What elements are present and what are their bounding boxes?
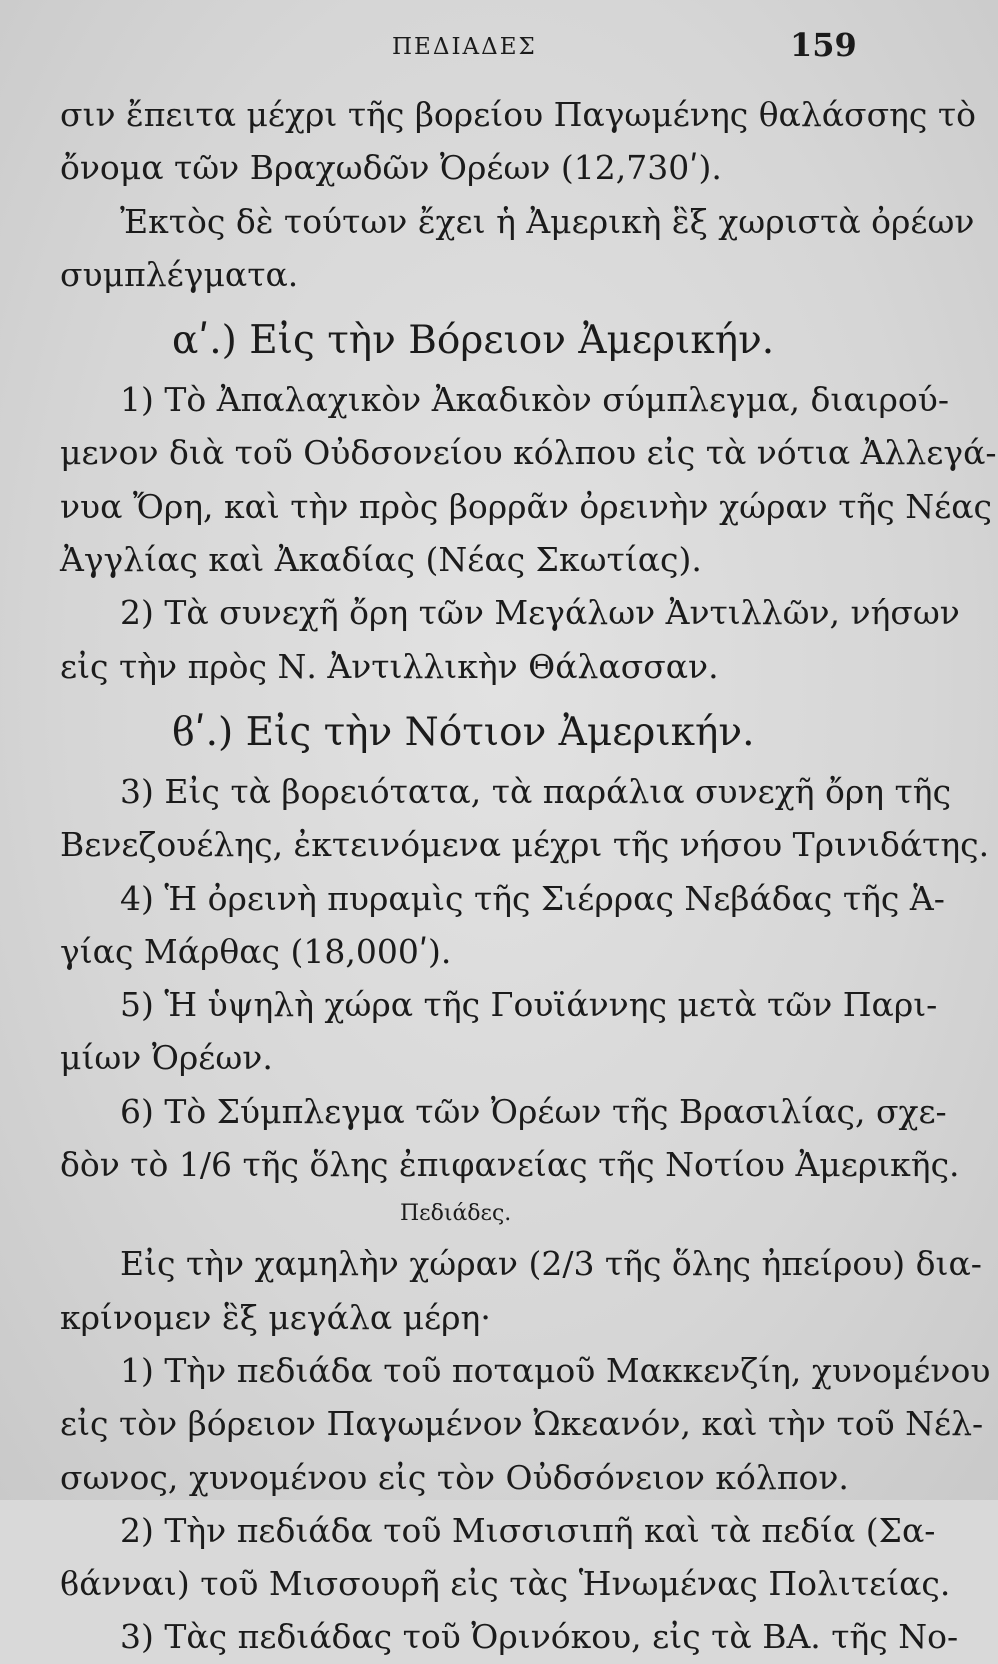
page-number: 159 xyxy=(790,26,857,64)
section-heading-south-america: ϐʹ.) Εἰς τὴν Νότιον Ἀμερικήν. xyxy=(172,709,755,755)
running-head: ΠΕΔΙΑΔΕΣ xyxy=(392,34,537,60)
text-line: Εἰς τὴν χαμηλὴν χώραν (2/3 τῆς ὅλης ἠπείρου) δια- xyxy=(120,1244,982,1284)
section-heading-north-america: αʹ.) Εἰς τὴν Βόρειον Ἀμερικήν. xyxy=(172,318,775,364)
text-line: Ἐκτὸς δὲ τούτων ἔχει ἡ Ἀμερικὴ ἓξ χωριστὰ ὀρέων xyxy=(120,201,975,241)
text-line: εἰς τὴν πρὸς Ν. Ἀντιλλικὴν Θάλασσαν. xyxy=(60,646,719,686)
text-line: σιν ἔπειτα μέχρι τῆς βορείου Παγωμένης θαλάσσης τὸ xyxy=(60,95,976,134)
text-line: ὄνομα τῶν Βραχωδῶν Ὀρέων (12,730ʹ). xyxy=(60,148,722,188)
text-line: γίας Μάρθας (18,000ʹ). xyxy=(60,931,452,971)
text-line: μίων Ὀρέων. xyxy=(60,1038,273,1078)
text-line: 5) Ἡ ὑψηλὴ χώρα τῆς Γουϊάννης μετὰ τῶν Παρι- xyxy=(120,985,938,1025)
text-line: δὸν τὸ 1/6 τῆς ὅλης ἐπιφανείας τῆς Νοτίου Ἀμερικῆς. xyxy=(60,1145,960,1185)
text-line: 2) Τὰ συνεχῆ ὄρη τῶν Μεγάλων Ἀντιλλῶν, νήσων xyxy=(120,593,960,633)
text-line: Ἀγγλίας καὶ Ἀκαδίας (Νέας Σκωτίας). xyxy=(60,540,702,580)
text-line: συμπλέγματα. xyxy=(60,254,299,294)
body-text xyxy=(60,88,997,1664)
text-line: Βενεζουέλης, ἐκτεινόμενα μέχρι τῆς νήσου Τρινιδάτης. xyxy=(60,825,990,865)
subheading-plains: Πεδιάδες. xyxy=(400,1201,512,1227)
text-line: 2) Τὴν πεδιάδα τοῦ Μισσισιπῆ καὶ τὰ πεδία (Σα- xyxy=(120,1510,936,1550)
text-line: 4) Ἡ ὀρεινὴ πυραμὶς τῆς Σιέρρας Νεβάδας τῆς Ἁ- xyxy=(120,878,945,918)
text-line: κρίνομεν ἓξ μεγάλα μέρη· xyxy=(60,1297,491,1337)
text-line: 3) Τὰς πεδιάδας τοῦ Ὀρινόκου, εἰς τὰ ΒΑ. τῆς Νο- xyxy=(120,1617,959,1657)
text-line: 1) Τὴν πεδιάδα τοῦ ποταμοῦ Μακκενζίη, χυνομένου xyxy=(120,1350,991,1390)
text-line: μενον διὰ τοῦ Οὐδσονείου κόλπου εἰς τὰ νότια Ἀλλεγά- xyxy=(60,433,997,473)
text-line: ϐάνναι) τοῦ Μισσουρῆ εἰς τὰς Ἡνωμένας Πολιτείας. xyxy=(60,1564,951,1604)
text-line: 1) Τὸ Ἀπαλαχικὸν Ἀκαδικὸν σύμπλεγμα, διαιρού- xyxy=(120,380,949,420)
text-line: εἰς τὸν βόρειον Παγωμένον Ὠκεανόν, καὶ τὴν τοῦ Νέλ- xyxy=(60,1404,984,1444)
text-line: νυα Ὄρη, καὶ τὴν πρὸς βορρᾶν ὀρεινὴν χώραν τῆς Νέας xyxy=(60,486,992,526)
text-line: 3) Εἰς τὰ βορειότατα, τὰ παράλια συνεχῆ ὄρη τῆς xyxy=(120,771,952,811)
text-line: σωνος, χυνομένου εἰς τὸν Οὐδσόνειον κόλπον. xyxy=(60,1457,849,1497)
text-line: 6) Τὸ Σύμπλεγμα τῶν Ὀρέων τῆς Βρασιλίας, σχε- xyxy=(120,1091,947,1131)
